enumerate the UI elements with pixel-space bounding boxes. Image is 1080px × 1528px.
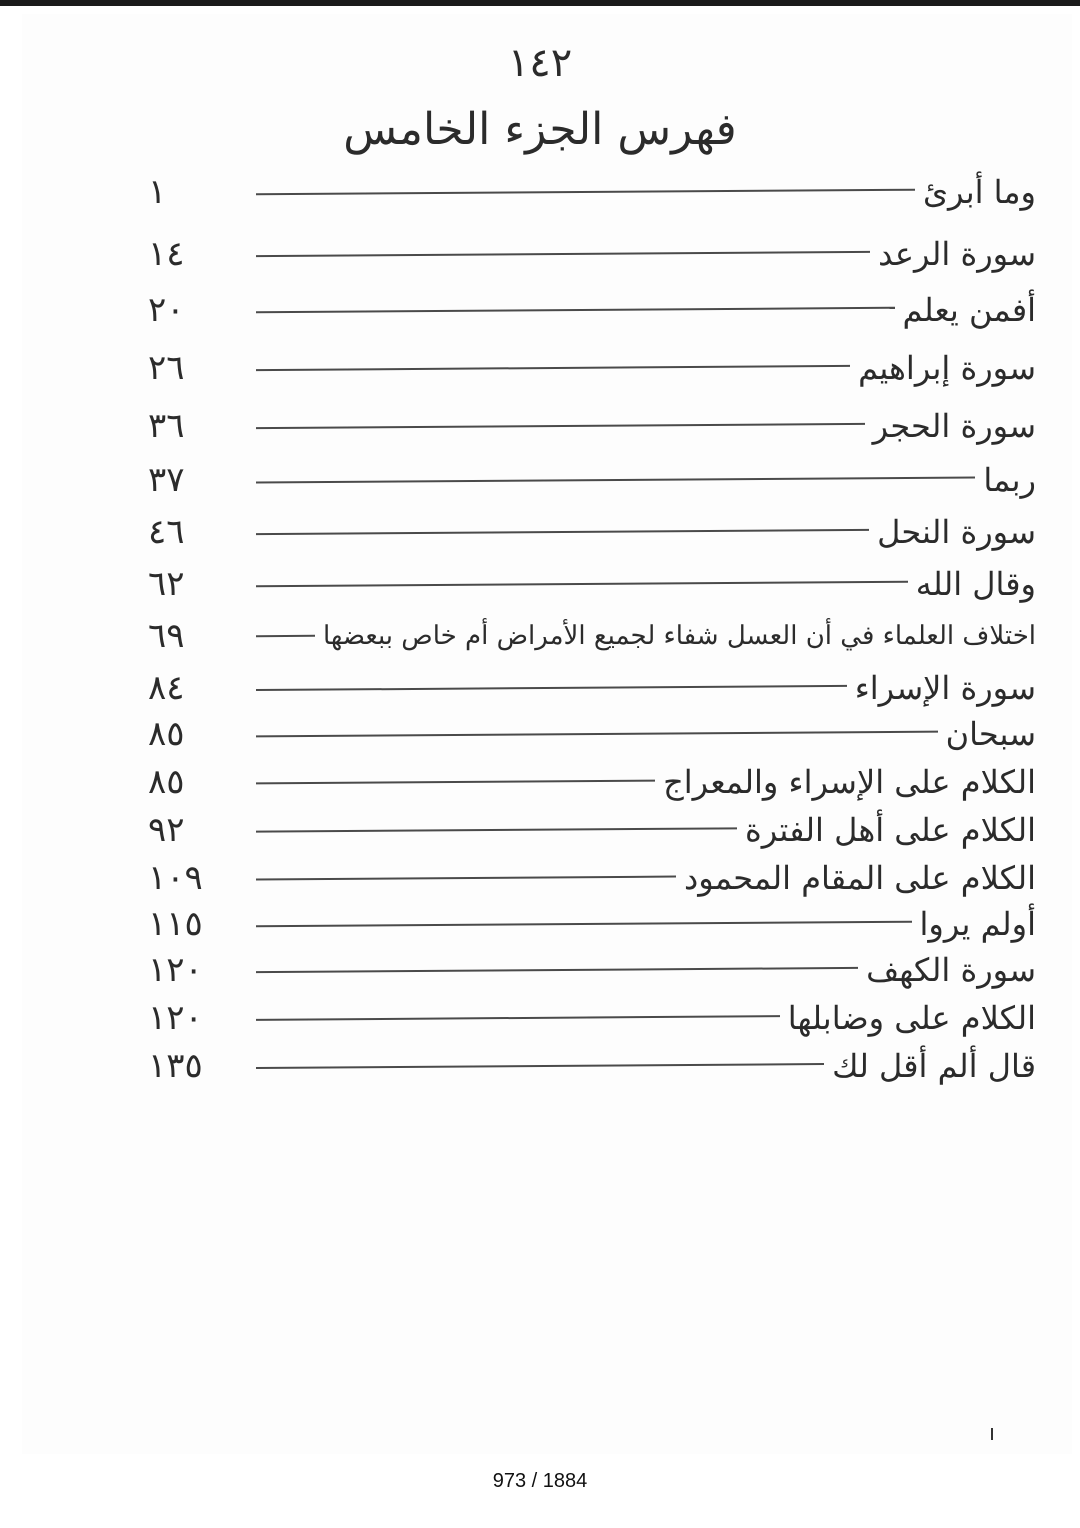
toc-entry <box>140 562 1040 606</box>
toc-entry-title: وقال الله <box>915 565 1036 603</box>
scan-mark <box>991 1428 993 1440</box>
toc-entry-page: ١٠٩ <box>148 858 203 898</box>
toc-entry <box>140 760 1040 804</box>
toc-entry-title: اختلاف العلماء في أن العسل شفاء لجميع الأمراض أم خاص ببعضها <box>322 621 1036 651</box>
toc-entry <box>140 856 1040 900</box>
leader-line <box>256 731 938 738</box>
toc-entry-page: ٩٢ <box>148 810 185 850</box>
toc-entry-title: سورة الإسراء <box>854 669 1036 707</box>
toc-entry-title: الكلام على الإسراء والمعراج <box>663 763 1036 801</box>
toc-entry-page: ٦٩ <box>148 616 185 656</box>
toc-entry-title: أفمن يعلم <box>902 291 1036 329</box>
toc-entry-page: ٢٠ <box>148 290 185 330</box>
toc-entry-title: وما أبرئ <box>922 173 1036 211</box>
toc-entry <box>140 458 1040 502</box>
leader-line <box>256 365 850 371</box>
toc-entry-page: ١٣٥ <box>148 1046 203 1086</box>
toc-entry <box>140 712 1040 756</box>
toc-entry-page: ٤٦ <box>148 512 185 552</box>
toc-entry <box>140 170 1040 214</box>
leader-line <box>256 423 865 429</box>
toc-entry <box>140 614 1040 658</box>
leader-line <box>256 827 737 832</box>
toc-entry-page: ٦٢ <box>148 564 185 604</box>
leader-line <box>256 967 858 973</box>
toc-entry-page: ١ <box>148 172 167 212</box>
toc-entry-title: الكلام على المقام المحمود <box>683 859 1036 897</box>
leader-line <box>256 307 895 313</box>
leader-line <box>256 529 869 535</box>
toc-entry-page: ١٤ <box>148 234 185 274</box>
page-number: ١٤٢ <box>507 40 573 86</box>
leader-line <box>256 476 975 483</box>
leader-line <box>256 1063 824 1069</box>
toc-entry <box>140 1044 1040 1088</box>
leader-line <box>256 1015 780 1021</box>
toc-entry <box>140 404 1040 448</box>
toc-entry-page: ٢٦ <box>148 348 185 388</box>
toc-entry-page: ٨٤ <box>148 668 185 708</box>
toc-entry <box>140 232 1040 276</box>
pagination-indicator: 973 / 1884 <box>492 1470 588 1492</box>
toc-entry-page: ١٢٠ <box>148 998 203 1038</box>
toc-entry-title: ربما <box>983 461 1036 499</box>
toc-entry-page: ٣٦ <box>148 406 185 446</box>
toc-entry <box>140 510 1040 554</box>
toc-entry-title: سورة الحجر <box>872 407 1036 445</box>
toc-entry-page: ٣٧ <box>148 460 185 500</box>
leader-line <box>256 635 315 637</box>
leader-line <box>256 251 870 257</box>
toc-entry <box>140 902 1040 946</box>
toc-entry-title: أولم يروا <box>919 905 1036 943</box>
leader-line <box>256 876 676 881</box>
toc-entry-page: ١١٥ <box>148 904 203 944</box>
scan-top-border <box>0 0 1080 6</box>
toc-entry <box>140 808 1040 852</box>
index-title: فهرس الجزء الخامس <box>343 104 737 155</box>
toc-entry <box>140 346 1040 390</box>
toc-entry-title: قال ألم أقل لك <box>832 1047 1036 1085</box>
toc-entry <box>140 948 1040 992</box>
toc-entry-title: سورة إبراهيم <box>858 349 1036 387</box>
toc-entry-page: ٨٥ <box>148 762 185 802</box>
leader-line <box>256 780 655 785</box>
toc-entry-title: سورة الكهف <box>866 951 1036 989</box>
toc-entry-title: الكلام على أهل الفترة <box>745 811 1036 849</box>
leader-line <box>256 685 847 691</box>
toc-entry <box>140 288 1040 332</box>
leader-line <box>256 581 908 588</box>
toc-entry-title: سبحان <box>945 715 1036 753</box>
toc-entry-title: سورة الرعد <box>878 235 1036 273</box>
toc-entry-page: ١٢٠ <box>148 950 203 990</box>
toc-entry-title: الكلام على وضابلها <box>787 999 1036 1037</box>
toc-entry-title: سورة النحل <box>877 513 1036 551</box>
toc-entry <box>140 996 1040 1040</box>
toc-entry-page: ٨٥ <box>148 714 185 754</box>
leader-line <box>256 189 915 196</box>
toc-entry <box>140 666 1040 710</box>
leader-line <box>256 921 912 928</box>
